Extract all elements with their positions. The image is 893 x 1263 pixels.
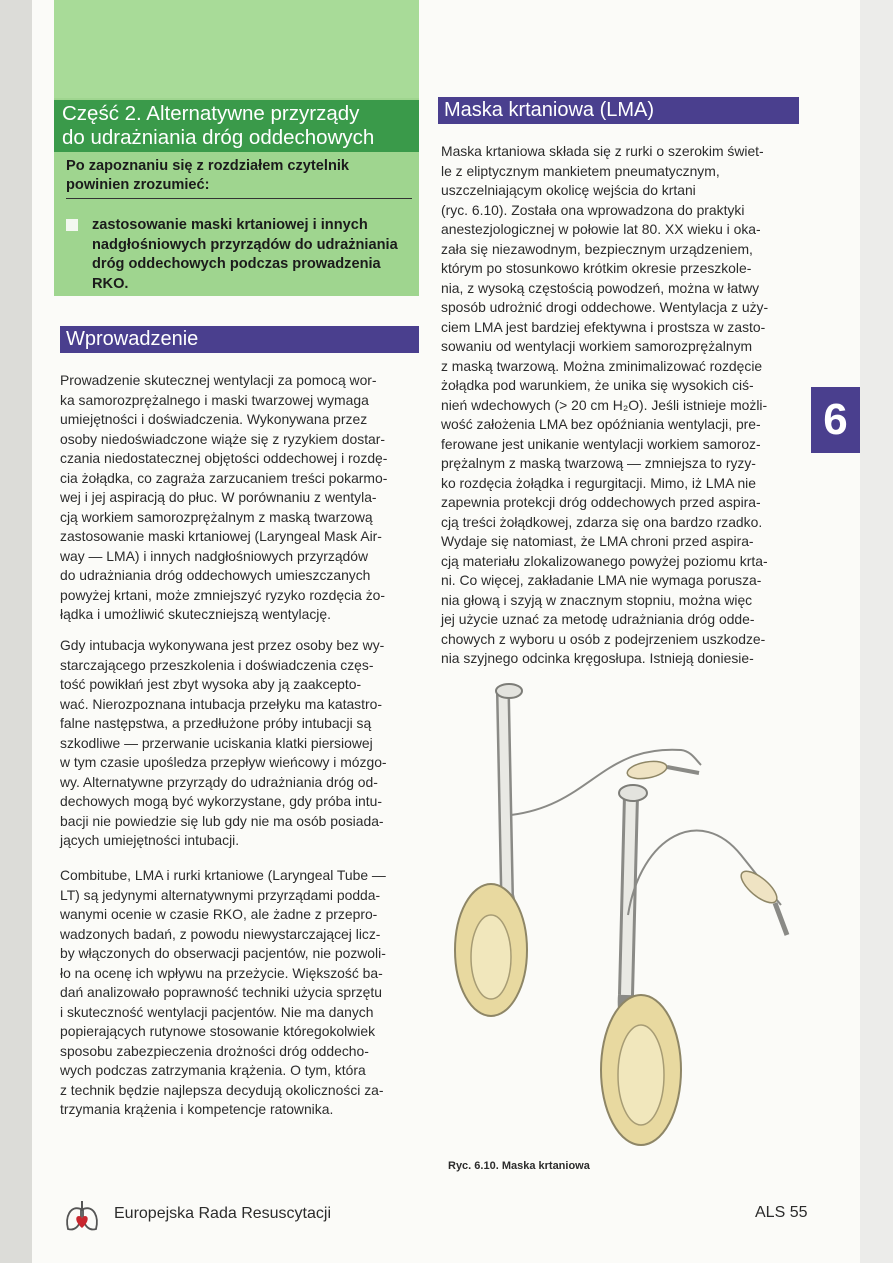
text-line: prężalnym z maską twarzową — zmniejsza to ryzy- [441,455,756,471]
text-line: Wydaje się natomiast, że LMA chroni przed aspira- [441,533,754,549]
text-line: sowaniu od wentylacji workiem samorozprężalnym [441,338,753,354]
text-line: wać. Nierozpoznana intubacja przełyku ma katastro- [60,695,382,712]
objectives-intro [66,157,411,195]
objectives-line: powinien zrozumieć: [66,177,210,193]
chapter-tab: 6 [811,387,860,453]
text-line: anestezjologicznej w połowie lat 80. XX wieku i oka- [441,221,761,237]
text-line: sposobu zabezpieczenia drożności dróg oddecho- [60,1042,369,1059]
text-line: ciem LMA jest bardziej efektywna i prostsza w zasto- [441,318,766,335]
text-line: łądka i umożliwić skuteczniejszą wentylację. [60,606,331,622]
text-line: way — LMA) i innych nadgłośniowych przyrządów [60,547,369,564]
intro-heading-bar [60,326,419,353]
text-line: i skuteczność wentylacji pacjentów. Nie ma danych [60,1003,374,1020]
text-line: nia szyjnego odcinka kręgosłupa. Istnieją doniesie- [441,650,754,666]
text-line: wych podczas zatrzymania krążenia. O tym, która [60,1062,366,1078]
text-line: sposób udrożnić drogi oddechowe. Wentylacja z uży- [441,299,769,315]
bullet-line: RKO. [92,275,129,292]
text-line: jej użycie uznać za metodę udrażniania dróg odde- [441,611,755,627]
objectives-box-top [54,0,419,98]
text-line: w tym czasie upośledza przepływ wieńcowy i mózgo- [60,754,387,770]
text-line: cją workiem samorozprężalnym z maską twarzową [60,508,373,525]
text-line: chowych z wyboru u osób z podejrzeniem uszkodze- [441,630,766,647]
text-line: zastosowanie maski krtaniowej (Laryngeal Mask Air- [60,528,382,544]
lma-heading-bar [438,97,799,124]
lma-tube-right-inner [626,795,631,995]
text-line: osoby niedoświadczone wiąże się z ryzykiem dostar- [60,430,386,447]
lma-connector-right [619,785,647,801]
text-line: wej i jej aspiracją do płuc. W porównaniu z wentyla- [60,489,377,505]
text-line: nień wdechowych (> 20 cm H₂O). Jeśli istnieje możli- [441,396,768,413]
text-line: wanymi ocenie w czasie RKO, ale żadne z przepro- [60,906,378,922]
text-line: wy. Alternatywne przyrządy do udrażniania dróg od- [60,773,378,790]
text-line: falne następstwa, a przedłużone próby intubacji są [60,715,372,731]
lma-paragraph [441,142,801,669]
text-line: Maska krtaniowa składa się z rurki o szerokim świet- [441,143,764,159]
objectives-divider [66,198,412,199]
bullet-line: nadgłośniowych przyrządów do udrażniania [92,236,398,253]
text-line: wość założenia LMA bez opóźniania wentylacji, pre- [441,416,761,432]
text-line: le z eliptycznym mankietem pneumatycznym, [441,162,720,179]
text-line: Gdy intubacja wykonywana jest przez osoby bez wy- [60,637,385,653]
text-line: ni. Co więcej, zakładanie LMA nie wymaga porusza- [441,572,762,588]
valve-left [667,767,699,773]
intro-paragraph-2 [60,636,420,851]
bullet-square-icon [66,219,78,231]
text-line: LT) są jedynymi alternatywnymi przyrządami podda- [60,886,381,903]
scan-edge [0,0,32,1263]
lma-heading: Maska krtaniowa (LMA) [444,99,655,121]
text-line: nia, z wysoką częstością powodzeń, można w łatwy [441,279,760,296]
footer-organization: Europejska Rada Resuscytacji [114,1205,331,1222]
lma-mask-bowl-left [471,915,511,999]
text-line: dań analizowało poprawność techniki użycia sprzętu [60,984,382,1000]
text-line: dechowych mogą być wykorzystane, gdy próba intu- [60,793,382,809]
inflation-line-left [511,750,701,815]
intro-heading: Wprowadzenie [66,328,199,350]
text-line: by włączonych do obserwacji pacjentów, nie pozwoli- [60,945,386,961]
text-line: ko rozdęcia żołądka i regurgitacji. Mimo, iż LMA nie [441,474,756,491]
intro-paragraph-3 [60,866,420,1120]
pilot-balloon-left [626,759,668,782]
text-line: Prowadzenie skutecznej wentylacji za pomocą wor- [60,372,377,388]
text-line: ferowane jest unikanie wentylacji workiem samoroz- [441,435,761,452]
objectives-line: Po zapoznaniu się z rozdziałem czytelnik [66,158,350,174]
inflation-line-right [628,831,781,915]
part-title-line1: Część 2. Alternatywne przyrządy [62,102,360,125]
part-title-banner [54,100,419,152]
text-line: cją treści żołądkowej, zdarza się ona bardzo rzadko. [441,513,763,530]
text-line: (ryc. 6.10). Została ona wprowadzona do praktyki [441,201,745,218]
text-line: Combitube, LMA i rurki krtaniowe (Laryngeal Tube — [60,867,386,883]
text-line: starczającego przeszkolenia i doświadczenia częs- [60,656,374,673]
text-line: ło na ocenę ich wpływu na przeżycie. Większość ba- [60,964,383,981]
objective-bullet-text [92,216,412,294]
part-title-line2: do udrażniania dróg oddechowych [62,126,375,149]
text-line: wadzonych badań, z powodu niewystarczającej licz- [60,925,381,942]
text-line: cia żołądka, co zagraża zarzucaniem treści pokarmo- [60,469,388,486]
text-line: z technik będzie najlepsza decydują okoliczności za- [60,1081,384,1098]
intro-paragraph-1 [60,371,420,625]
bullet-line: zastosowanie maski krtaniowej i innych [92,217,368,233]
text-line: tość powikłań jest zbyt wysoka aby ją zaakcepto- [60,676,362,692]
text-line: uszczelniającym okolicę wejścia do krtani [441,182,696,198]
text-line: umiejętności i doświadczenia. Wykonywana przez [60,411,368,427]
text-line: do udrażniania dróg oddechowych umieszczanych [60,567,371,583]
text-line: powyżej krtani, może zmniejszyć ryzyko rozdęcia żo- [60,586,385,603]
text-line: jących umiejętności intubacji. [60,832,240,848]
text-line: szkodliwe — przerwanie uciskania klatki piersiowej [60,734,373,751]
laryngeal-mask-illustration [441,665,816,1155]
text-line: ka samorozprężalnego i maski twarzowej wymaga [60,391,369,408]
lma-tube-left-inner [503,695,507,895]
footer-page-label: ALS 55 [755,1204,808,1221]
text-line: trzymania krążenia i kompetencje ratownika. [60,1101,334,1117]
text-line: żołądka pod warunkiem, że unika się wysokich ciś- [441,377,754,393]
text-line: cją materiału zlokalizowanego powyżej poziomu krta- [441,552,768,569]
text-line: którym po stosunkowo krótkim okresie przeszkole- [441,260,752,276]
valve-right [775,903,787,935]
lma-connector-left [496,684,522,698]
pilot-balloon-right [736,866,781,908]
text-line: zapewnia protekcji dróg oddechowych przed aspira- [441,494,761,510]
text-line: bacji nie powiedzie się lub gdy nie ma osób posiada- [60,812,384,829]
lma-mask-bowl-right [618,1025,664,1125]
bullet-line: dróg oddechowych podczas prowadzenia [92,256,381,272]
text-line: z maską twarzową. Można zminimalizować rozdęcie [441,357,763,374]
text-line: zała się niezawodnym, bezpiecznym urządzeniem, [441,240,753,257]
text-line: czania niedostatecznej objętości oddechowej i rozdę- [60,450,388,466]
text-line: popierających rutynowe stosowanie któregokolwiek [60,1023,376,1039]
erc-heart-lungs-logo-icon [62,1195,102,1235]
figure-caption: Ryc. 6.10. Maska krtaniowa [448,1160,590,1172]
text-line: nia głową i szyją w znacznym stopniu, można więc [441,591,753,608]
